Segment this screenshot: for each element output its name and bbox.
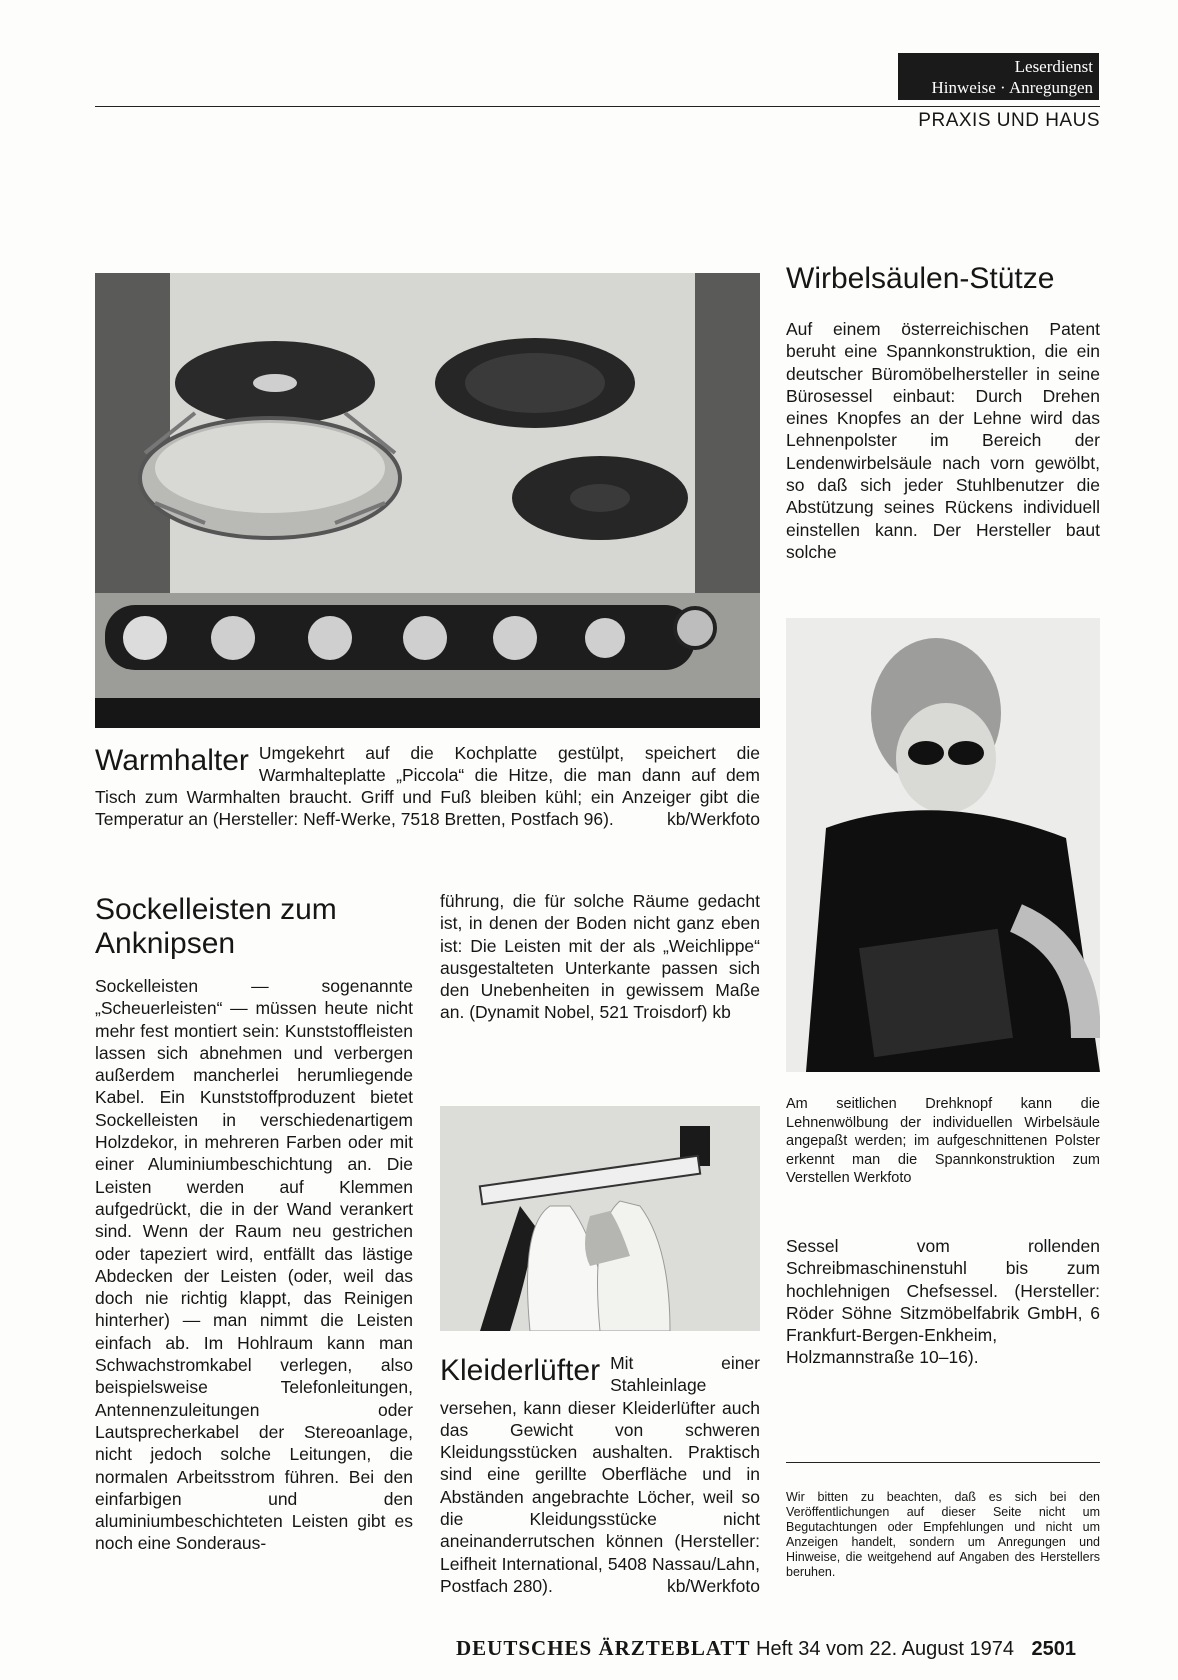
page-footer xyxy=(456,1636,1076,1661)
warmhalter-body: Umgekehrt auf die Kochplatte gestülpt, speichert die Warmhalteplatte „Piccola“ die Hitze, die man dann auf dem Tisch zum Warmhalten braucht. Griff und Fuß bleiben kühl; ein Anzeiger gibt die Temperatur an (Hersteller: Neff-Werke, 7518 Bretten, Postfach 96). xyxy=(95,743,760,829)
section-badge xyxy=(898,53,1099,100)
warmhalter-text xyxy=(95,742,760,830)
clothes-rack-photo xyxy=(440,1106,760,1331)
wirbel-text-1: Auf einem österreichischen Patent beruht eine Spannkonstruktion, die ein deutscher Büromöbelhersteller in seine Bürosessel einbaut: Durch Drehen eines Knopfes an der Lehne wird das Lehnenpolster im Bereich der Lendenwirbelsäule nach vorn gewölbt, so daß sich jeder Stuhlbenutzer die Abstützung seines Rückens individuell einstellen kann. Der Hersteller baut solche xyxy=(786,319,1100,562)
issue-info: Heft 34 vom 22. August 1974 xyxy=(756,1638,1014,1660)
header-rule xyxy=(95,106,1100,107)
warmhalter-heading: Warmhalter xyxy=(95,744,249,777)
warmhalter-credit: kb/Werkfoto xyxy=(666,809,760,829)
journal-name: DEUTSCHES ÄRZTEBLATT xyxy=(456,1636,751,1660)
kleider-body: Mit einer Stahleinlage versehen, kann dieser Kleiderlüfter auch das Gewicht von schweren Kleidungsstücken aushalten. Praktisch sind eine gerillte Oberfläche und in Abständen angebrachte Löcher, weil so die Kleidungsstücke nicht aneinanderrutschen können (Hersteller: Leifheit International, 5408 Nassau/Lahn, Postfach 280). xyxy=(440,1353,760,1596)
wirbel-caption: Am seitlichen Drehknopf kann die Lehnenwölbung der individuellen Wirbelsäule angepaßt werden; im aufgeschnittenen Polster erkennt man die Spannkonstruktion zum Verstellen Werkfoto xyxy=(786,1096,1100,1186)
wirbel-heading: Wirbelsäulen-Stütze xyxy=(786,262,1055,295)
sockel-text-1: Sockelleisten — sogenannte „Scheuerleisten“ — müssen heute nicht mehr fest montiert sein: Kunststoffleisten lassen sich abnehmen und verbergen außerdem mancherlei herumliegende Kabel. Ein Kunststoffproduzent bietet Sockelleisten in verschiedenartigem Holzdekor, in mehreren Farben oder mit einer Aluminiumbeschichtung an. Die Leisten werden auf Klemmen aufgedrückt, die in der Wand verankert sind. Wenn der Raum neu gestrichen oder tapeziert wird, entfällt das lästige Abdecken der Leisten (oder, weil das doch nie richtig klappt, das Reinigen hinterher) — man nimmt die Leisten einfach ab. Im Hohlraum kann man Schwachstromkabel verlegen, also beispielsweise Telefonleitungen, Antennenzuleitungen oder Lautsprecherkabel der Stereoanlage, nicht jedoch solche Leitungen, die normalen Arbeitsstrom führen. Bei den einfarbigen und den aluminiumbeschichteten Leisten gibt es noch eine Sonderaus- xyxy=(95,976,413,1554)
kleider-credit: kb/Werkfoto xyxy=(666,1576,760,1597)
badge-line-1: Leserdienst xyxy=(1014,57,1093,76)
badge-line-2: Hinweise · Anregungen xyxy=(931,78,1093,97)
kleider-text xyxy=(440,1352,760,1598)
page-number: 2501 xyxy=(1031,1638,1077,1660)
stove-photo xyxy=(95,273,760,728)
wirbel-text-2: Sessel vom rollenden Schreibmaschinenstuhl bis zum hochlehnigen Chefsessel. (Hersteller: Röder Söhne Sitzmöbelfabrik GmbH, 6 Frankfurt-Bergen-Enkheim, Holzmannstraße 10–16). xyxy=(786,1236,1100,1368)
sockel-text-2: führung, die für solche Räume gedacht ist, in denen der Boden nicht ganz eben ist: Die Leisten mit der als „Weichlippe“ ausgestalteten Unterkante passen sich den Unebenheiten in gewissem Maße an. (Dynamit Nobel, 521 Troisdorf) kb xyxy=(440,891,760,1023)
chair-photo xyxy=(786,618,1100,1072)
kleider-heading: Kleiderlüfter xyxy=(440,1354,601,1387)
notice-rule xyxy=(786,1462,1100,1463)
editorial-notice: Wir bitten zu beachten, daß es sich bei den Veröffentlichungen auf dieser Seite nicht um Begutachtungen oder Empfehlungen und nicht um Anzeigen handelt, sondern um Anregungen und Hinweise, die weitgehend auf Angaben des Herstellers beruhen. xyxy=(786,1490,1100,1579)
sockel-heading: Sockelleisten zum Anknipsen xyxy=(95,893,337,960)
section-title: PRAXIS UND HAUS xyxy=(918,110,1100,131)
